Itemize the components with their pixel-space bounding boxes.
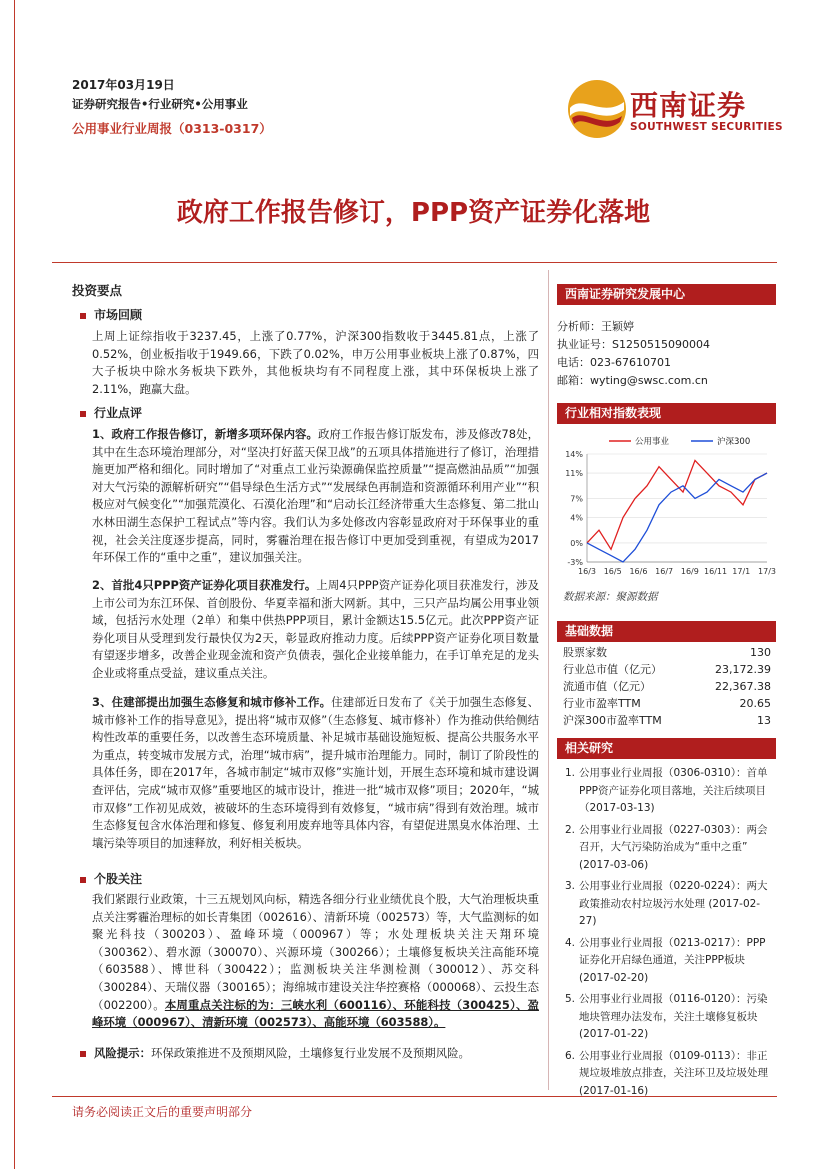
chart-source: 数据来源：聚源数据 — [563, 591, 658, 603]
table-row: 行业市盈率TTM 20.65 — [563, 697, 771, 710]
bullet-icon — [80, 411, 86, 417]
y-tick-label: 0% — [570, 538, 583, 548]
footer-disclaimer: 请务必阅读正文后的重要声明部分 — [72, 1105, 253, 1119]
y-tick-label: 7% — [570, 494, 583, 504]
report-title: 政府工作报告修订，PPP资产证券化落地 — [176, 198, 651, 228]
y-tick-label: -3% — [567, 558, 583, 567]
logo-chinese-name: 西南证券 — [630, 89, 747, 122]
basic-data-bar: 基础数据 — [557, 621, 776, 642]
bullet-icon — [80, 877, 86, 883]
relative-index-chart — [557, 430, 776, 585]
table-row: 股票家数 130 — [563, 646, 771, 659]
industry-point-3: 3、住建部提出加强生态修复和城市修补工作。住建部近日发布了《关于加强生态修复、城市修补工作的指导意见》，提出将“城市双修”（生态修复、城市修补）作为推动供给侧结构性改革的重要任务，以改善生态环境质量、补足城市基础设施短板、提高公共服务水平为重点，转变城市发展方式，治理“城市病”，提升城市治理能力。同时，制订了阶段性的具体任务，即在2017年，各城市制定“城市双修”实施计划，开展生态环境和城市建设调查评估，完成“城市双修”重要地区的城市设计，推进一批“城市双修”项目；2020年，“城市双修”工作初见成效，被破坏的生态环境得到有效修复，“城市病”得到有效治理。城市生态修复包含水体治理和修复、修复利用废弃地等具体内容，有望促进黑臭水体治理、土壤污染等项目的加速释放，利好相关板块。 — [92, 695, 539, 850]
list-item[interactable]: 2. 公用事业行业周报（0227-0303）：两会召开，大气污染防治成为“重中之重” (2017-03-06) — [565, 823, 768, 871]
x-tick-label: 17/1 — [732, 567, 751, 576]
legend-label: 公用事业 — [635, 437, 670, 447]
footer-divider — [52, 1096, 777, 1097]
table-row: 流通市值（亿元） 22,367.38 — [563, 680, 771, 693]
stock-focus-text: 我们紧跟行业政策，十三五规划风向标，精选各细分行业业绩优良个股，大气治理板块重点关注雾霾治理标的如长青集团（002616）、清新环境（002573）等，大气监测标的如聚光科技（300203）、盈峰环境（000967）等；水处理板块关注天翔环境（300362）、碧水源（300070）、兴源环境（300266）；土壤修复板块关注高能环境（603588）、博世科（300422）；监测板块关注华测检测（300012）、苏交科（300284）、天瑞仪器（300165）；海绵城市建设关注华控赛格（000068）、云投生态（002200）。本周重点关注标的为：三峡水利（600116）、环能科技（300425）、盈峰环境（000967）、清新环境（002573）、高能环境（603588）。 — [92, 892, 539, 1030]
column-divider — [548, 270, 549, 1090]
x-tick-label: 16/6 — [629, 567, 648, 576]
license-number: 执业证号：S1250515090004 — [557, 338, 710, 351]
header-divider — [52, 262, 777, 263]
x-tick-label: 16/9 — [680, 567, 699, 576]
industry-comment-heading: 行业点评 — [80, 404, 142, 421]
phone-number: 电话：023-67610701 — [557, 356, 671, 369]
list-item[interactable]: 3. 公用事业行业周报（0220-0224）：两大政策推动农村垃圾污水处理 (2017-02-27) — [565, 880, 768, 927]
report-date: 2017年03月19日 — [72, 78, 175, 92]
report-weekly: 公用事业行业周报（0313-0317） — [72, 121, 272, 136]
list-item[interactable]: 4. 公用事业行业周报（0213-0217）：PPP证券化开启绿色通道，关注PPP板块 (2017-02-20) — [565, 936, 766, 984]
bullet-icon — [80, 1051, 86, 1057]
list-item[interactable]: 5. 公用事业行业周报（0116-0120）：污染地块管理办法发布，关注土壤修复板块 (2017-01-22) — [565, 993, 768, 1040]
table-row: 沪深300市盈率TTM 13 — [563, 714, 771, 727]
industry-point-2: 2、首批4只PPP资产证券化项目获准发行。上周4只PPP资产证券化项目获准发行，涉及上市公司为东江环保、首创股份、华夏幸福和浙大网新。其中，三只产品均属公用事业领域，包括污水处理（2单）和集中供热PPP项目，累计金额达15.5亿元。此次PPP资产证券化项目从受理到发行最快仅为2天，彰显政府推动力度。后续PPP资产证券化项目数量有望逐步增多，改善企业现金流和资产负债表，强化企业接单能力，在手订单充足的龙头企业或将重点受益，建议重点关注。 — [92, 578, 539, 680]
page-border-line — [14, 0, 15, 1169]
x-tick-label: 17/3 — [758, 567, 776, 576]
analyst-name: 分析师：王颖婷 — [557, 320, 634, 333]
list-item[interactable]: 6. 公用事业行业周报（0109-0113）：非正规垃圾堆放点排查，关注环卫及垃圾处理 (2017-01-16) — [565, 1049, 768, 1097]
market-review-heading: 市场回顾 — [80, 306, 142, 323]
list-item[interactable]: 1. 公用事业行业周报（0306-0310）：首单PPP资产证券化项目落地，关注后续项目 （2017-03-13) — [565, 767, 768, 814]
research-center-bar: 西南证券研究发展中心 — [557, 284, 776, 305]
y-tick-label: 14% — [565, 450, 583, 459]
chart-title-bar: 行业相对指数表现 — [557, 403, 776, 424]
y-tick-label: 4% — [570, 513, 583, 523]
x-tick-label: 16/7 — [655, 567, 674, 576]
series-line — [587, 460, 767, 549]
market-review-text: 上周上证综指收于3237.45，上涨了0.77%，沪深300指数收于3445.81点，上涨了0.52%，创业板指收于1949.66，下跌了0.02%，申万公用事业板块上涨了0.87%，四大子板块中除水务板块下跌外，其他板块均有不同程度上涨，其中环保板块上涨了2.11%，跑赢大盘。 — [92, 329, 539, 396]
related-research-list — [565, 765, 770, 1104]
risk-warning: 风险提示：环保政策推进不及预期风险，土壤修复行业发展不及预期风险。 — [80, 1045, 539, 1063]
basic-data-table — [563, 644, 771, 729]
investment-highlights-heading: 投资要点 — [72, 283, 123, 298]
legend-label: 沪深300 — [717, 437, 751, 447]
stock-focus-heading: 个股关注 — [80, 870, 142, 887]
industry-point-1: 1、政府工作报告修订，新增多项环保内容。政府工作报告修订版发布，涉及修改78处，其中在生态环境治理部分，对“坚决打好蓝天保卫战”的五项具体措施进行了修订，治理措施更加严格和细化。同时增加了“对重点工业污染源确保监控质量”“提高燃油品质”“加强对大气污染的源解析研究”“倡导绿色生活方式”“发展绿色再制造和资源循环利用产业”“积极应对气候变化”“加强荒漠化、石漠化治理”和“启动长江经济带重大生态修复、第二批山水林田湖生态保护工程试点”等内容。我们认为多处修改内容彰显政府对于环保事业的重视，社会关注度逐步提高，同时，雾霾治理在报告修订中更加受到重视，有望成为2017年环保工作的“重中之重”，建议加强关注。 — [92, 427, 539, 565]
y-tick-label: 11% — [565, 469, 583, 479]
company-logo-icon — [566, 78, 628, 140]
related-research-bar: 相关研究 — [557, 738, 776, 759]
bullet-icon — [80, 313, 86, 319]
email-address: 邮箱：wyting@swsc.com.cn — [557, 374, 708, 387]
report-category: 证券研究报告•行业研究•公用事业 — [72, 97, 248, 111]
table-row: 行业总市值（亿元） 23,172.39 — [563, 663, 771, 676]
x-tick-label: 16/5 — [603, 567, 622, 576]
logo-english-name: SOUTHWEST SECURITIES — [630, 121, 783, 133]
x-tick-label: 16/3 — [578, 567, 596, 576]
x-tick-label: 16/11 — [704, 567, 728, 576]
